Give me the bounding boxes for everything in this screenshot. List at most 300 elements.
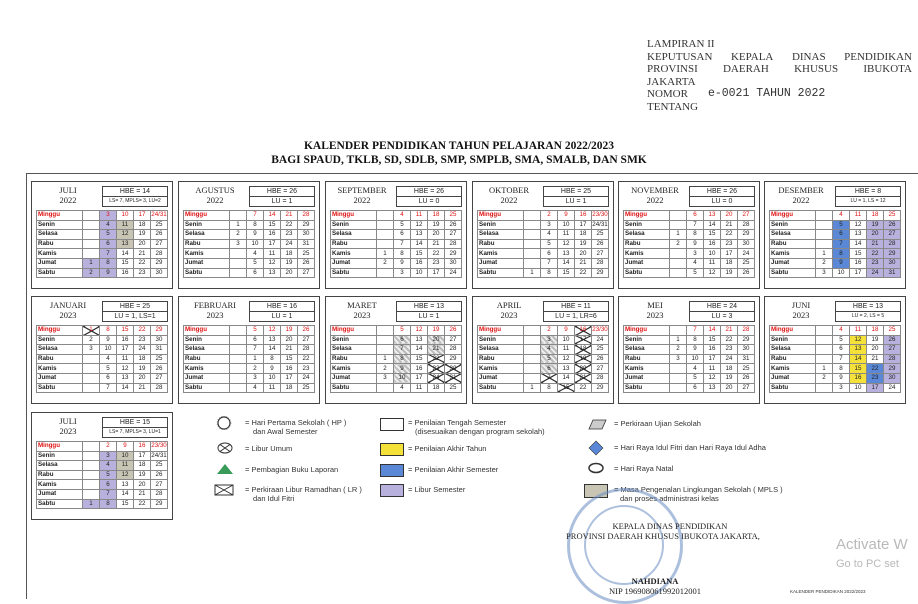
day-cell: 16: [850, 258, 867, 268]
day-cell: 3: [816, 268, 833, 278]
day-cell: 2: [670, 345, 687, 355]
month-card-oktober-2022: [472, 181, 614, 289]
week-row-minggu: [624, 326, 755, 336]
legend-natal: = Hari Raya Natal: [614, 464, 674, 473]
day-cell: 6: [100, 373, 117, 383]
day-cell: 3: [833, 383, 850, 393]
day-cell: 8: [394, 354, 411, 364]
day-cell: 30: [884, 373, 901, 383]
week-row-kamis: [770, 364, 901, 374]
day-label: Minggu: [331, 211, 377, 221]
legend-lr-2: dan Idul Fitri: [253, 494, 295, 503]
lu-value: LU = 2, LS = 5: [851, 313, 885, 319]
week-row-selasa: [478, 230, 609, 240]
week-row-kamis: [37, 480, 168, 490]
day-cell: [524, 373, 541, 383]
day-cell: 2: [83, 268, 100, 278]
day-cell: 12: [264, 258, 281, 268]
day-cell: 4: [100, 354, 117, 364]
day-cell: [230, 345, 247, 355]
week-row-jumat: [37, 489, 168, 499]
day-cell: 19: [721, 373, 738, 383]
day-cell: 6: [247, 335, 264, 345]
day-cell: 1: [524, 268, 541, 278]
day-cell: 29: [445, 249, 462, 259]
day-cell: 11: [850, 211, 867, 221]
day-cell: 19: [575, 239, 592, 249]
day-cell: 9: [558, 326, 575, 336]
day-cell: 15: [117, 326, 134, 336]
day-cell: 24: [738, 249, 755, 259]
ujian-icon: [585, 419, 607, 432]
day-cell: 11: [264, 383, 281, 393]
day-label: Selasa: [37, 345, 83, 355]
day-cell: [524, 211, 541, 221]
day-cell: 8: [833, 249, 850, 259]
day-cell: 12: [411, 220, 428, 230]
week-row-sabtu: [770, 383, 901, 393]
day-cell: 1: [377, 354, 394, 364]
week-row-selasa: [770, 230, 901, 240]
day-label: Selasa: [624, 345, 670, 355]
lu-value: LU = 1: [565, 198, 587, 205]
day-cell: 18: [867, 326, 884, 336]
day-grid: [330, 210, 462, 278]
day-cell: [816, 211, 833, 221]
month-header: [36, 417, 167, 437]
day-grid: [36, 441, 168, 509]
week-row-jumat: [37, 373, 168, 383]
day-cell: [670, 211, 687, 221]
day-cell: 15: [117, 258, 134, 268]
day-cell: 8: [100, 499, 117, 509]
day-cell: 20: [575, 364, 592, 374]
day-cell: 28: [298, 211, 315, 221]
day-cell: [83, 230, 100, 240]
day-cell: 8: [687, 230, 704, 240]
day-cell: 22: [134, 499, 151, 509]
day-cell: 29: [738, 230, 755, 240]
day-label: Selasa: [184, 345, 230, 355]
day-cell: 20: [281, 268, 298, 278]
week-row-senin: [624, 220, 755, 230]
day-cell: 7: [833, 354, 850, 364]
day-cell: 23: [721, 239, 738, 249]
day-cell: 28: [151, 249, 168, 259]
month-name: JULI: [59, 185, 77, 195]
day-cell: 28: [298, 345, 315, 355]
week-row-minggu: [770, 326, 901, 336]
day-cell: 29: [738, 335, 755, 345]
day-cell: 14: [264, 211, 281, 221]
day-cell: [816, 345, 833, 355]
day-cell: 6: [394, 335, 411, 345]
day-label: Sabtu: [478, 383, 524, 393]
day-cell: 17: [281, 373, 298, 383]
word: PROVINSI: [647, 63, 698, 75]
legend-idul: = Hari Raya Idul Fitri dan Hari Raya Idul Adha: [614, 443, 766, 452]
day-cell: 22: [867, 249, 884, 259]
day-cell: [377, 326, 394, 336]
day-cell: [377, 383, 394, 393]
day-cell: 18: [281, 383, 298, 393]
day-cell: 8: [394, 249, 411, 259]
day-cell: 24: [298, 373, 315, 383]
day-cell: 3: [541, 220, 558, 230]
day-cell: 22: [428, 354, 445, 364]
day-cell: 9: [833, 373, 850, 383]
day-cell: 18: [721, 364, 738, 374]
day-cell: 26: [151, 364, 168, 374]
day-cell: 14: [411, 345, 428, 355]
day-cell: 23/30: [592, 211, 608, 219]
month-header: [623, 301, 754, 321]
day-label: Selasa: [331, 230, 377, 240]
week-row-senin: [184, 335, 315, 345]
day-cell: 29: [592, 383, 609, 393]
week-row-kamis: [184, 364, 315, 374]
day-cell: [83, 442, 100, 452]
day-cell: 9: [100, 268, 117, 278]
day-cell: 19: [721, 268, 738, 278]
week-row-rabu: [478, 354, 609, 364]
month-name: NOVEMBER: [631, 185, 679, 195]
day-cell: 9: [394, 364, 411, 374]
day-cell: 16: [264, 230, 281, 240]
week-row-selasa: [331, 230, 462, 240]
week-row-rabu: [331, 239, 462, 249]
day-cell: 6: [687, 383, 704, 393]
day-label: Jumat: [624, 373, 670, 383]
day-cell: 14: [704, 220, 721, 230]
hbe-value: HBE = 15: [103, 418, 167, 428]
day-cell: 29: [884, 364, 901, 374]
day-cell: 14: [411, 239, 428, 249]
day-cell: [670, 383, 687, 393]
hbe-value: HBE = 13: [397, 302, 461, 312]
day-label: Minggu: [770, 326, 816, 336]
tentang-label: TENTANG: [647, 100, 699, 113]
day-label: Sabtu: [37, 499, 83, 509]
day-cell: [83, 383, 100, 393]
day-cell: 17: [428, 268, 445, 278]
day-label: Minggu: [37, 326, 83, 336]
day-cell: 29: [884, 249, 901, 259]
day-cell: [670, 373, 687, 383]
day-cell: 20: [281, 335, 298, 345]
day-cell: 25: [151, 461, 168, 471]
month-header: [477, 301, 608, 321]
week-row-jumat: [770, 373, 901, 383]
day-grid: [769, 210, 901, 278]
day-cell: 17: [575, 335, 592, 345]
day-cell: 4: [833, 211, 850, 221]
week-row-kamis: [331, 364, 462, 374]
day-cell: 29: [298, 220, 315, 230]
week-row-jumat: [184, 258, 315, 268]
week-row-jumat: [624, 373, 755, 383]
day-cell: 16: [281, 364, 298, 374]
day-cell: 31: [884, 268, 901, 278]
day-cell: [83, 461, 100, 471]
week-row-rabu: [624, 354, 755, 364]
day-cell: 28: [151, 383, 168, 393]
day-cell: 7: [100, 249, 117, 259]
day-cell: 24: [428, 373, 445, 383]
day-cell: 5: [394, 220, 411, 230]
day-cell: [230, 354, 247, 364]
lu-value: LU = 1: [271, 198, 293, 205]
day-cell: [83, 211, 100, 221]
week-row-senin: [331, 335, 462, 345]
day-cell: [83, 249, 100, 259]
day-cell: [83, 489, 100, 499]
hbe-box: [396, 186, 462, 207]
day-cell: 20: [134, 480, 151, 490]
week-row-minggu: [624, 211, 755, 221]
day-label: Selasa: [331, 345, 377, 355]
day-label: Jumat: [37, 373, 83, 383]
week-row-selasa: [624, 345, 755, 355]
day-cell: 3: [670, 354, 687, 364]
day-cell: 22: [721, 230, 738, 240]
day-cell: 14: [558, 258, 575, 268]
pat-swatch: [380, 443, 404, 456]
week-row-sabtu: [184, 268, 315, 278]
day-cell: 12: [850, 220, 867, 230]
decree-line-2: [647, 63, 912, 76]
day-cell: 5: [541, 354, 558, 364]
day-cell: 17: [721, 249, 738, 259]
lu-value: LU = 1: [271, 313, 293, 320]
day-cell: 29: [445, 354, 462, 364]
nomor-row: [647, 88, 912, 101]
day-cell: 2: [816, 258, 833, 268]
hbe-box: [689, 186, 755, 207]
day-cell: 5: [687, 268, 704, 278]
day-cell: 23/30: [592, 326, 608, 334]
week-row-sabtu: [37, 499, 168, 509]
day-cell: 14: [117, 249, 134, 259]
day-label: Rabu: [624, 354, 670, 364]
week-row-rabu: [624, 239, 755, 249]
day-cell: 10: [687, 354, 704, 364]
triangle-icon: [216, 463, 234, 477]
day-cell: 21: [575, 373, 592, 383]
page-title: KALENDER PENDIDIKAN TAHUN PELAJARAN 2022/2023: [303, 140, 615, 152]
day-cell: 5: [687, 373, 704, 383]
day-cell: 11: [558, 230, 575, 240]
month-card-juni-2023: [764, 296, 906, 404]
day-cell: 25: [738, 258, 755, 268]
day-cell: 27: [738, 383, 755, 393]
day-cell: 26: [738, 268, 755, 278]
week-row-rabu: [184, 239, 315, 249]
day-cell: 25: [592, 345, 609, 355]
day-grid: [183, 210, 315, 278]
pas-swatch: [380, 464, 404, 477]
day-cell: 24: [884, 383, 901, 393]
week-row-sabtu: [37, 268, 168, 278]
day-cell: 4: [541, 345, 558, 355]
day-cell: 10: [117, 451, 134, 461]
day-cell: 13: [558, 249, 575, 259]
day-cell: 18: [867, 211, 884, 221]
day-cell: 14: [117, 383, 134, 393]
day-cell: 13: [850, 230, 867, 240]
day-cell: 2: [100, 442, 117, 452]
nomor-value: e-0021 TAHUN 2022: [707, 87, 826, 100]
day-cell: 9: [558, 211, 575, 221]
day-cell: 20: [428, 230, 445, 240]
day-label: Sabtu: [331, 268, 377, 278]
day-cell: 10: [833, 268, 850, 278]
day-cell: 26: [151, 230, 168, 240]
day-cell: 17: [850, 268, 867, 278]
day-cell: 3: [541, 335, 558, 345]
day-cell: 15: [117, 499, 134, 509]
day-cell: 16: [850, 373, 867, 383]
day-cell: 30: [298, 230, 315, 240]
week-row-minggu: [331, 326, 462, 336]
day-label: Senin: [624, 220, 670, 230]
day-cell: 31: [445, 373, 462, 383]
day-cell: 22: [298, 354, 315, 364]
day-cell: 26: [592, 239, 609, 249]
day-cell: 9: [687, 345, 704, 355]
day-cell: 18: [134, 354, 151, 364]
day-cell: [524, 239, 541, 249]
day-label: Minggu: [624, 211, 670, 221]
day-label: Minggu: [478, 326, 524, 336]
footer-note: KALENDER PENDIDIKAN 2022/2023: [790, 589, 866, 594]
day-cell: 6: [247, 268, 264, 278]
day-cell: 11: [704, 258, 721, 268]
week-row-minggu: [37, 326, 168, 336]
month-year: 2023: [59, 425, 77, 436]
day-cell: 19: [867, 220, 884, 230]
month-name: MARET: [347, 300, 377, 310]
day-label: Senin: [770, 335, 816, 345]
day-cell: 9: [394, 258, 411, 268]
day-cell: 24: [867, 268, 884, 278]
day-cell: 5: [394, 326, 411, 336]
lu-value: LU = 1: [418, 313, 440, 320]
libur-umum-icon: [216, 442, 234, 456]
month-title: [769, 186, 833, 205]
month-year: 2023: [59, 309, 77, 320]
month-title: [183, 301, 247, 320]
day-cell: [377, 230, 394, 240]
day-label: Rabu: [770, 354, 816, 364]
day-label: Minggu: [624, 326, 670, 336]
day-cell: 1: [83, 258, 100, 268]
day-cell: 27: [884, 345, 901, 355]
month-year: 2023: [500, 309, 518, 320]
month-year: 2023: [792, 309, 810, 320]
day-cell: 10: [247, 239, 264, 249]
week-row-kamis: [37, 364, 168, 374]
day-label: Rabu: [331, 239, 377, 249]
month-title: [769, 301, 833, 320]
word: KEPUTUSAN: [647, 50, 713, 63]
week-row-sabtu: [624, 383, 755, 393]
month-header: [623, 186, 754, 206]
day-cell: 20: [134, 373, 151, 383]
week-row-kamis: [37, 249, 168, 259]
week-row-selasa: [184, 230, 315, 240]
day-cell: 12: [117, 364, 134, 374]
day-cell: 29: [151, 258, 168, 268]
day-cell: 20: [867, 345, 884, 355]
week-row-selasa: [37, 345, 168, 355]
day-cell: 30: [151, 335, 168, 345]
hbe-value: HBE = 14: [103, 187, 167, 197]
day-label: Kamis: [331, 249, 377, 259]
day-cell: 17: [264, 239, 281, 249]
week-row-senin: [478, 220, 609, 230]
day-cell: 17: [134, 451, 151, 461]
hbe-value: HBE = 13: [836, 302, 900, 312]
day-cell: 25: [592, 230, 609, 240]
day-cell: 15: [704, 335, 721, 345]
week-row-jumat: [331, 258, 462, 268]
day-cell: 21: [281, 345, 298, 355]
decree-line-3: JAKARTA: [647, 75, 696, 88]
day-cell: 25: [298, 383, 315, 393]
week-row-kamis: [184, 249, 315, 259]
hps-icon: [214, 416, 234, 432]
day-cell: 6: [833, 230, 850, 240]
day-cell: 9: [117, 442, 134, 452]
day-cell: 21: [867, 354, 884, 364]
legend-ujian: = Perkiraan Ujian Sekolah: [614, 419, 701, 428]
day-grid: [477, 325, 609, 393]
day-cell: 8: [264, 354, 281, 364]
day-cell: 26: [298, 258, 315, 268]
day-cell: [83, 480, 100, 490]
day-cell: 16: [704, 345, 721, 355]
day-cell: 27: [592, 249, 609, 259]
month-header: [36, 186, 167, 206]
hbe-box: [835, 301, 901, 322]
day-cell: 26: [445, 326, 462, 336]
day-cell: 11: [850, 326, 867, 336]
day-label: Kamis: [478, 364, 524, 374]
week-row-selasa: [37, 230, 168, 240]
day-cell: 27: [151, 480, 168, 490]
day-cell: 2: [230, 230, 247, 240]
day-label: Selasa: [37, 461, 83, 471]
day-label: Selasa: [770, 230, 816, 240]
day-cell: 18: [575, 230, 592, 240]
hbe-value: HBE = 25: [103, 302, 167, 312]
day-cell: 3: [247, 373, 264, 383]
day-cell: 7: [100, 383, 117, 393]
day-cell: [670, 364, 687, 374]
word: KHUSUS: [794, 63, 839, 75]
day-cell: 12: [558, 239, 575, 249]
day-label: Kamis: [770, 364, 816, 374]
day-cell: 21: [721, 220, 738, 230]
day-label: Jumat: [770, 373, 816, 383]
day-cell: 1: [816, 364, 833, 374]
day-cell: 2: [377, 258, 394, 268]
day-label: Kamis: [624, 364, 670, 374]
week-row-minggu: [770, 211, 901, 221]
day-label: Minggu: [184, 211, 230, 221]
signature-title-1: KEPALA DINAS PENDIDIKAN: [612, 521, 728, 531]
